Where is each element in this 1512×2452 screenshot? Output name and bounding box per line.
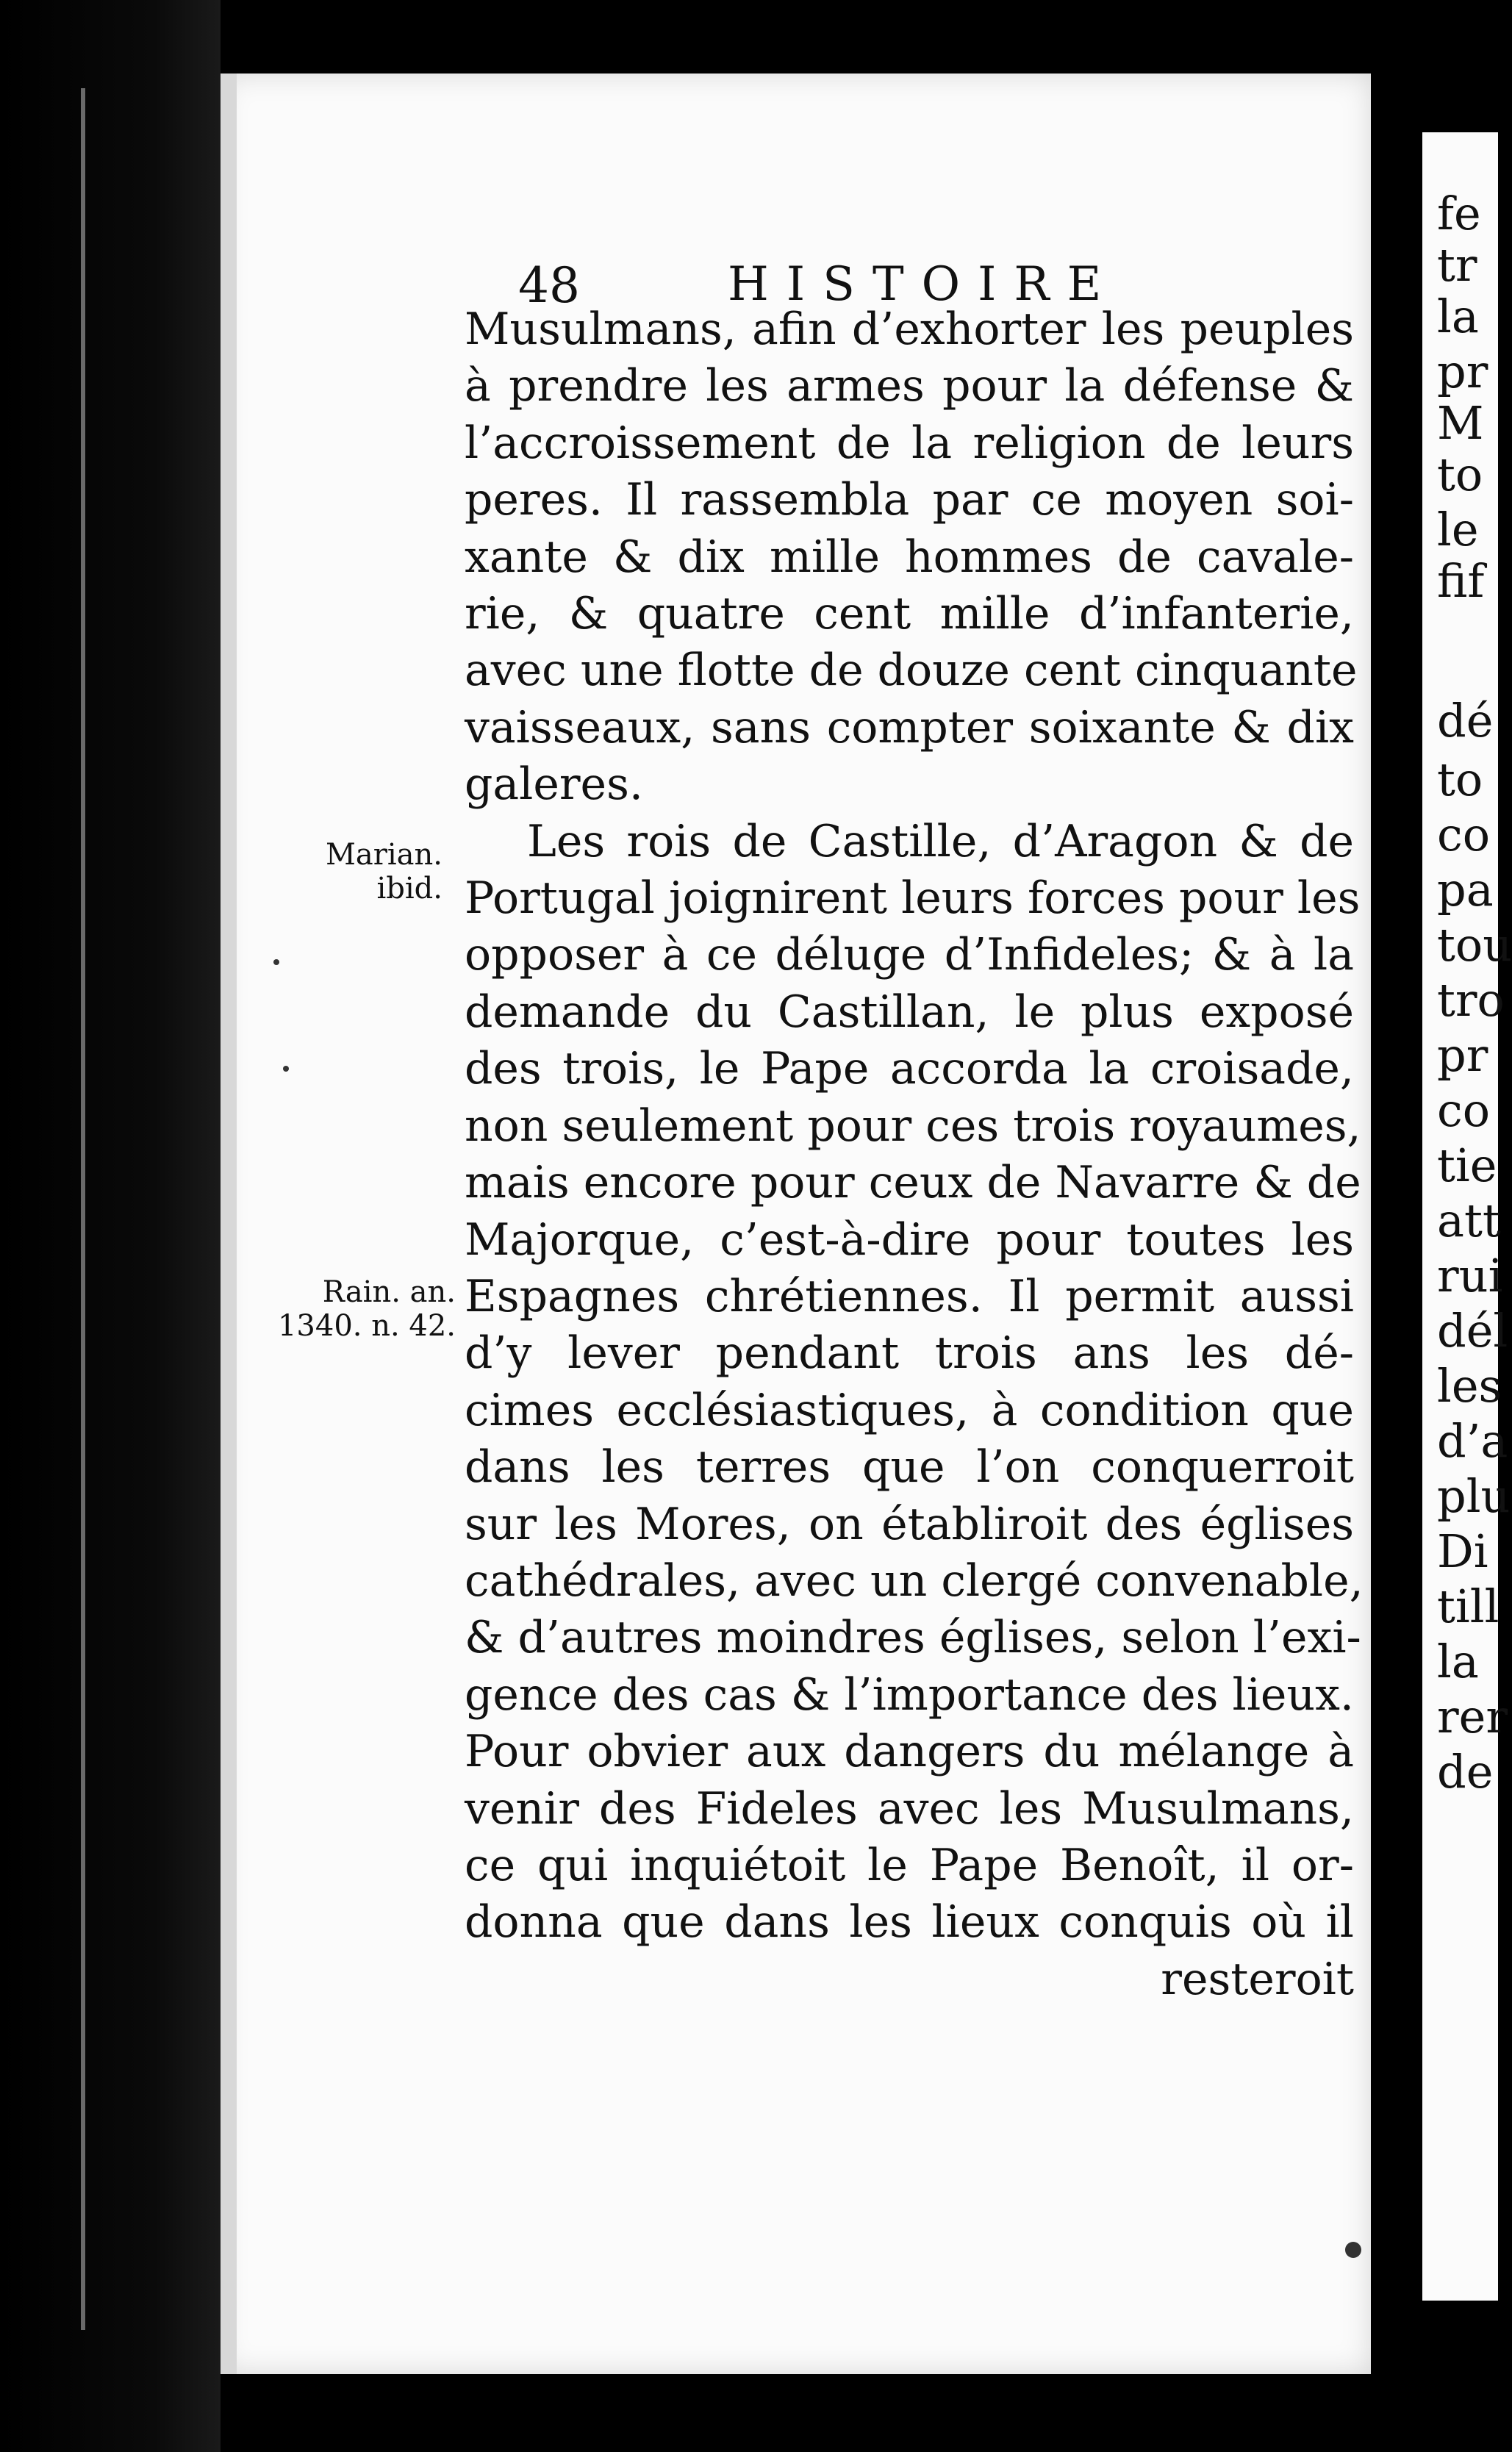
text-line: peres. Il rassembla par ce moyen soi- — [465, 474, 1354, 526]
adjacent-page-fragment: fe — [1437, 187, 1481, 240]
adjacent-page-fragment: la — [1437, 290, 1479, 343]
text-line: xante & dix mille hommes de cavale- — [465, 531, 1354, 583]
adjacent-page-fragment: co — [1437, 808, 1491, 861]
margin-note-line: 1340. n. 42. — [277, 1309, 456, 1343]
adjacent-page-fragment: Di — [1437, 1524, 1488, 1578]
ink-speck — [283, 1066, 289, 1072]
adjacent-page-fragment: tro — [1437, 973, 1505, 1027]
adjacent-page-fragment: pr — [1437, 1028, 1488, 1082]
text-line: à prendre les armes pour la défense & — [465, 360, 1354, 412]
text-line: des trois, le Pape accorda la croisade, — [465, 1043, 1354, 1095]
text-line: donna que dans les lieux conquis où il — [465, 1896, 1354, 1949]
adjacent-page-fragment: la — [1437, 1635, 1479, 1688]
spine-highlight — [81, 88, 85, 2330]
text-line: Espagnes chrétiennes. Il permit aussi — [465, 1270, 1354, 1322]
adjacent-page-fragment: att — [1437, 1194, 1501, 1247]
adjacent-page-fragment: till — [1437, 1580, 1500, 1633]
text-line: avec une flotte de douze cent cinquante — [465, 645, 1358, 697]
book-spine-edge — [0, 0, 221, 2452]
margin-note-marian — [257, 838, 443, 906]
adjacent-page-fragment: les — [1437, 1359, 1502, 1413]
margin-note-line: Rain. an. — [322, 1275, 456, 1309]
adjacent-page-fragment: dé — [1437, 694, 1494, 748]
text-line: non seulement pour ces trois royaumes, — [465, 1100, 1361, 1152]
text-line: demande du Castillan, le plus exposé — [465, 986, 1354, 1038]
text-line: gence des cas & l’importance des lieux. — [465, 1668, 1354, 1721]
margin-note-rain — [254, 1275, 456, 1343]
body-text — [465, 301, 1364, 2008]
text-line: opposer à ce déluge d’Infideles; & à la — [465, 929, 1354, 981]
adjacent-page-fragment: tie — [1437, 1139, 1497, 1192]
text-line: cimes ecclésiastiques, à condition que — [465, 1384, 1354, 1436]
page-gutter — [221, 74, 237, 2374]
text-line: cathédrales, avec un clergé convenable, — [465, 1555, 1364, 1607]
adjacent-page-fragment: tou — [1437, 918, 1512, 972]
text-line: Majorque, c’est-à-dire pour toutes les — [465, 1214, 1354, 1266]
text-line: l’accroissement de la religion de leurs — [465, 417, 1354, 469]
adjacent-page-fragment: to — [1437, 448, 1483, 501]
text-line: & d’autres moindres églises, selon l’exi- — [465, 1612, 1361, 1664]
margin-note-line: Marian. — [325, 838, 443, 872]
adjacent-page-fragment: le — [1437, 503, 1479, 556]
adjacent-page-fragment: pr — [1437, 345, 1488, 398]
ink-speck — [1345, 2242, 1361, 2258]
adjacent-page-fragment: M — [1437, 396, 1484, 450]
text-line: Musulmans, afin d’exhorter les peuples — [465, 304, 1354, 355]
adjacent-page-fragment: pa — [1437, 863, 1494, 917]
text-line: rie, & quatre cent mille d’infanterie, — [465, 588, 1354, 640]
running-head: HISTOIRE — [728, 257, 1119, 312]
text-line: Portugal joignirent leurs forces pour les — [465, 872, 1361, 925]
margin-note-line: ibid. — [376, 872, 443, 906]
text-line: venir des Fideles avec les Musulmans, — [465, 1782, 1354, 1835]
adjacent-page — [1422, 132, 1512, 2301]
adjacent-page-fragment: tr — [1437, 238, 1477, 292]
adjacent-page-fragment: d’a — [1437, 1414, 1508, 1468]
text-line: mais encore pour ceux de Navarre & de — [465, 1157, 1361, 1209]
catchword: resteroit — [1161, 1953, 1354, 2005]
text-line: sur les Mores, on établiroit des églises — [465, 1498, 1354, 1550]
text-line: ce qui inquiétoit le Pape Benoît, il or- — [465, 1839, 1354, 1891]
adjacent-page-fragment: fif — [1437, 554, 1485, 608]
text-line: dans les terres que l’on conquerroit — [465, 1441, 1354, 1494]
text-line: d’y lever pendant trois ans les dé- — [465, 1327, 1354, 1380]
ink-speck — [273, 959, 279, 965]
text-line: Les rois de Castille, d’Aragon & de — [527, 815, 1354, 867]
adjacent-page-fragment: de — [1437, 1745, 1494, 1799]
adjacent-page-fragment: to — [1437, 753, 1483, 806]
text-line: vaisseaux, sans compter soixante & dix — [465, 701, 1354, 753]
adjacent-page-fragment: co — [1437, 1083, 1491, 1137]
text-line: galeres. — [465, 759, 643, 811]
adjacent-page-fragment: plu — [1437, 1469, 1511, 1523]
adjacent-page-fragment: dél — [1437, 1304, 1508, 1358]
bottom-shadow — [221, 2374, 1498, 2452]
adjacent-page-fragment: rer — [1437, 1690, 1508, 1743]
page-number: 48 — [518, 257, 580, 314]
text-line: Pour obvier aux dangers du mélange à — [465, 1726, 1354, 1778]
adjacent-page-fragment: rui — [1437, 1249, 1503, 1302]
